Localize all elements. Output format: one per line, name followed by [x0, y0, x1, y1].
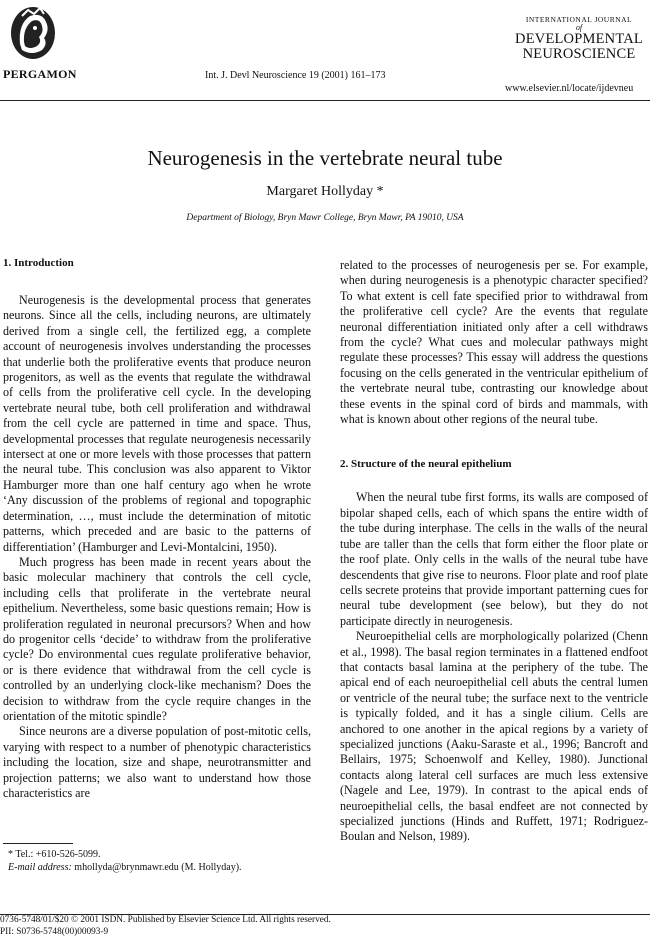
email-value-link[interactable]: mhollyda@brynmawr.edu (M. Hollyday). [74, 862, 242, 873]
journal-line-2: of [575, 22, 583, 32]
journal-citation: Int. J. Devl Neuroscience 19 (2001) 161–173 [205, 70, 386, 81]
email-label: E-mail address: [8, 862, 72, 873]
section-1-paragraph-1: Neurogenesis is the developmental process that generates neurons. Since all the cells, including neurons, are ultimately derived from a single cell, the fertilized egg, a complete account of neurogenesis involves understanding the processes that underlie both the proliferative events that produce neuron progenitors, as well as the events that regulate the withdrawal of cells from the proliferative cell cycle. In the developing vertebrate neural tube, both cell proliferation and withdrawal from the cell cycle are patterned in time and space. Thus, developmental processes that regulate neurogenesis necessarily intersect at one or more levels with those processes that pattern the neural tube. This conclusion was also apparent to Viktor Hamburger more than one half century ago when he wrote ‘Any discussion of the problems of regional and topographic determination, …, must include the determination of mitotic patterns, which preceded and are basic to the patterns of differentiation’ (Hamburger and Levi-Montalcini, 1950). [3, 293, 311, 554]
header-divider [0, 100, 650, 101]
journal-url-link[interactable]: www.elsevier.nl/locate/ijdevneu [505, 83, 634, 94]
journal-line-1: INTERNATIONAL JOURNAL [525, 15, 633, 24]
journal-line-4: NEUROSCIENCE [522, 46, 636, 63]
author-affiliation: Department of Biology, Bryn Mawr College, Bryn Mawr, PA 19010, USA [186, 213, 464, 223]
footnote-divider [3, 843, 73, 844]
publisher-name: PERGAMON [3, 67, 77, 81]
footnote-email [8, 861, 242, 874]
section-2-paragraph-2: Neuroepithelial cells are morphologically polarized (Chenn et al., 1998). The basal region terminates in a flattened endfoot that contacts basal lamina at the periphery of the tube. The apical end of each neuroepithelial cell abuts the central lumen or ventricle of the neural tube; the surface next to the ventricle is typically folded, and it has a single cilium. Cells are anchored to one another in the apical regions by a variety of specialized junctions (Aaku-Saraste et al., 1996; Bancroft and Bellairs, 1975; Schoenwolf and Kelley, 1980). Junctional contacts along lateral cell surfaces are much less extensive (Nagele and Lee, 1979). In contrast to the apical ends of neuroepithelial cells, the basal endfeet are not connected by specialized junctions (Hinds and Ruffett, 1971; Rodriguez-Boulan and Nelson, 1989). [340, 629, 648, 844]
copyright-line: 0736-5748/01/$20 © 2001 ISDN. Published by Elsevier Science Ltd. All rights reserved. [0, 915, 331, 925]
section-1-paragraph-3-continued: related to the processes of neurogenesis per se. For example, when during neurogenesis is a phenotypic character specified? To what extent is cell fate specified prior to withdrawal from the proliferative cell cycle? Are the events that regulate neuronal differentiation initiated only after a cell withdraws from the cycle? What cues and molecular pathways might regulate these processes? This essay will address the questions focusing on the cells generated in the ventricular epithelium of the vertebrate neural tube, contrasting our knowledge about these events in the spinal cord of birds and mammals, with what is known about other regions of the neural tube. [340, 258, 648, 427]
section-1-heading: 1. Introduction [3, 257, 74, 269]
section-2-heading: 2. Structure of the neural epithelium [340, 458, 512, 471]
section-1-paragraph-2: Much progress has been made in recent years about the basic molecular machinery that controls the cell cycle, including cells that proliferate in the vertebrate neural epithelium. Nevertheless, some basic questions remain; How is proliferation regulated in neuronal precursors? When and how do progenitor cells ‘decide’ to withdraw from the proliferative cycle? Do environmental cues regulate proliferative behavior, or is there evidence that withdrawal from the cell cycle is controlled by an underlying clock-like mechanism? Does the decision to withdraw from the cycle require changes in the orientation of the mitotic spindle? [3, 554, 311, 723]
pii-line: PII: S0736-5748(00)00093-9 [0, 927, 109, 937]
right-column [340, 258, 648, 845]
article-title: Neurogenesis in the vertebrate neural tube [147, 146, 503, 170]
left-column [3, 256, 311, 801]
article-author: Margaret Hollyday * [266, 184, 384, 199]
journal-line-3: DEVELOPMENTAL [515, 31, 643, 48]
section-2-paragraph-1: When the neural tube first forms, its walls are composed of bipolar shaped cells, each of which spans the entire width of the tube during interphase. The cells in the walls of the neural tube are taller than the cells that form either the floor plate or the roof plate. Only cells in the walls of the neural tube have descendents that give rise to neurons. Floor plate and roof plate cells secrete proteins that provide important patterning cues for neural tube development (see below), but they do not participate directly in neurogenesis. [340, 490, 648, 628]
journal-logo-text [510, 16, 648, 63]
pergamon-logo-icon [8, 4, 58, 62]
section-1-paragraph-3: Since neurons are a diverse population of post-mitotic cells, varying with respect to a number of phenotypic characteristics including the location, size and shape, neurotransmitter and projection patterns; we also want to understand how those characteristics are [3, 724, 311, 800]
footnote-telephone: * Tel.: +610-526-5099. [8, 849, 101, 860]
